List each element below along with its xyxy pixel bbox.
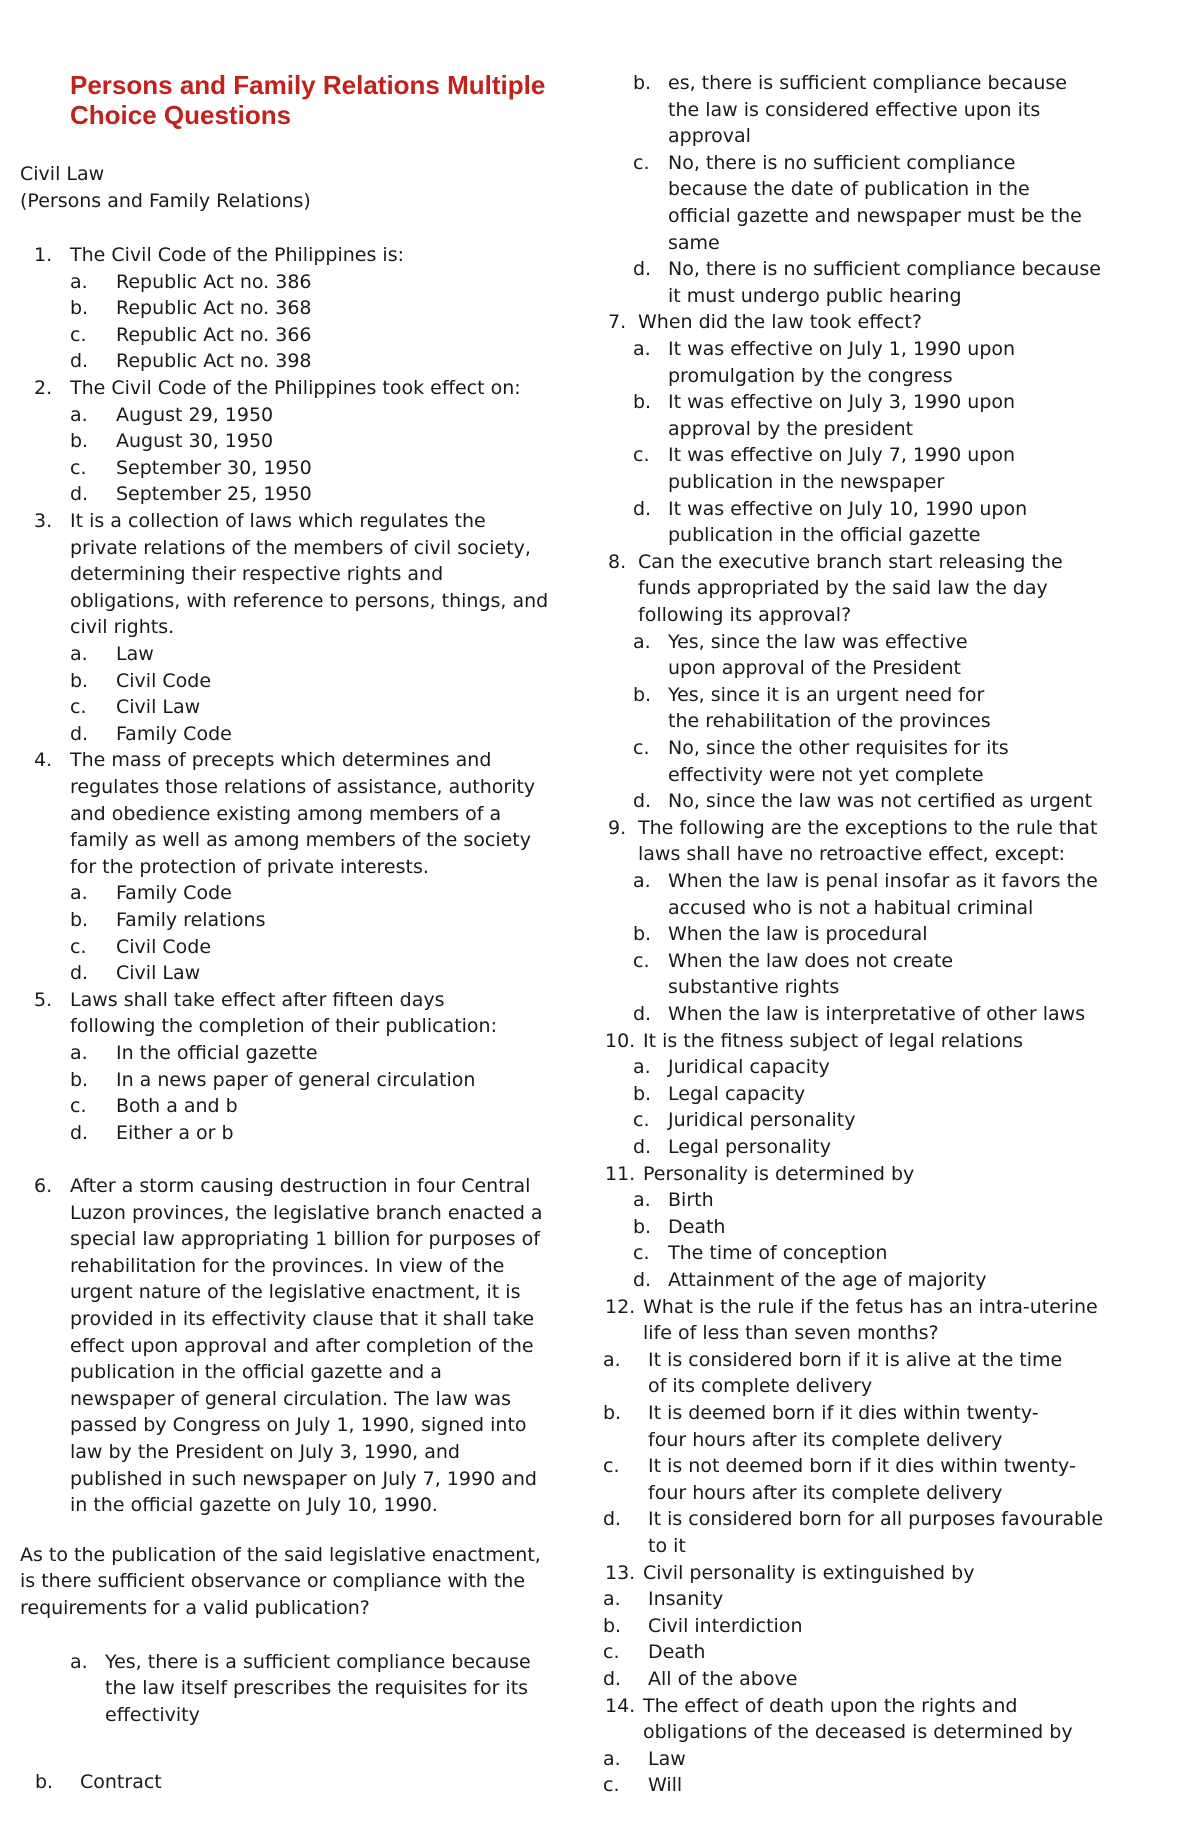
option-letter: c.	[633, 737, 650, 759]
option-letter: a.	[633, 1189, 651, 1212]
option-text: approval by the president	[668, 417, 914, 440]
option-text: No, since the law was not certified as urgent	[668, 790, 1093, 813]
option-text: It is considered born for all purposes favourable	[648, 1508, 1104, 1531]
option-letter: b.	[70, 909, 89, 931]
option-letter: c.	[70, 935, 87, 958]
option-text: accused who is not a habitual criminal	[668, 896, 1034, 919]
option-text: the law is considered effective upon its	[668, 98, 1041, 121]
option-letter: a.	[70, 403, 88, 426]
question-text: funds appropriated by the said law the day	[638, 577, 1048, 600]
option-letter: b.	[633, 72, 652, 94]
question-text: rehabilitation for the provinces. In view of the	[70, 1254, 505, 1277]
option-letter: a.	[633, 630, 651, 653]
option-text: upon approval of the President	[668, 657, 961, 680]
option-text: effectivity were not yet complete	[668, 763, 984, 786]
question-text: passed by Congress on July 1, 1990, signed into	[70, 1414, 527, 1437]
question-text: and obedience existing among members of a	[70, 802, 502, 825]
option-text: effectivity	[105, 1703, 200, 1726]
option-text: September 30, 1950	[116, 456, 312, 479]
question-text: obligations, with reference to persons, things, and	[70, 589, 549, 612]
option-text: The time of conception	[668, 1242, 888, 1265]
option-letter: b.	[603, 1402, 622, 1424]
question-text: The effect of death upon the rights and	[643, 1694, 1018, 1717]
option-letter: c.	[633, 1242, 650, 1265]
option-text: promulgation by the congress	[668, 364, 953, 387]
question-text: provided in its effectivity clause that it shall take	[70, 1308, 535, 1330]
option-text: Legal capacity	[668, 1082, 806, 1105]
question-number: 10.	[605, 1029, 636, 1052]
question-text: life of less than seven months?	[643, 1322, 939, 1345]
option-text: Yes, since it is an urgent need for	[668, 683, 985, 706]
option-letter: b.	[633, 923, 652, 946]
question-number: 3.	[34, 510, 53, 532]
option-letter: c.	[633, 444, 650, 467]
question-text: private relations of the members of civil society,	[70, 536, 531, 559]
option-text: Juridical capacity	[668, 1056, 830, 1079]
option-text: It was effective on July 10, 1990 upon	[668, 497, 1028, 520]
option-text: When the law is penal insofar as it favors the	[668, 870, 1098, 892]
option-letter: d.	[633, 1136, 652, 1158]
option-letter: a.	[70, 643, 88, 665]
option-text: Contract	[80, 1771, 162, 1793]
question-text: Civil personality is extinguished by	[643, 1561, 975, 1584]
question-text: regulates those relations of assistance, authority	[70, 776, 536, 798]
option-text: Family Code	[116, 722, 232, 745]
option-text: August 30, 1950	[116, 430, 274, 453]
question-number: 13.	[605, 1561, 636, 1584]
option-text: When the law is procedural	[668, 923, 928, 946]
option-letter: c.	[70, 1095, 87, 1118]
option-letter: b.	[633, 1215, 652, 1238]
question-text: It is the fitness subject of legal relations	[643, 1029, 1024, 1052]
option-text: In a news paper of general circulation	[116, 1068, 476, 1091]
question-number: 2.	[34, 377, 53, 399]
option-letter: d.	[633, 497, 652, 520]
question-number: 7.	[608, 311, 627, 334]
option-text: Civil Code	[116, 935, 212, 958]
question-text: publication in the official gazette and a	[70, 1361, 442, 1384]
option-text: Republic Act no. 398	[116, 350, 312, 373]
question-text: published in such newspaper on July 7, 1990 and	[70, 1467, 537, 1490]
option-letter: b.	[70, 430, 89, 453]
option-text: Civil Law	[116, 696, 201, 719]
option-letter: a.	[633, 338, 651, 360]
option-text: September 25, 1950	[116, 483, 312, 506]
question-text: civil rights.	[70, 616, 175, 639]
option-text: same	[668, 231, 720, 254]
option-letter: c.	[70, 456, 87, 479]
option-letter: d.	[603, 1508, 622, 1531]
option-letter: b.	[70, 1068, 89, 1091]
option-text: It was effective on July 3, 1990 upon	[668, 391, 1016, 414]
option-text: Birth	[668, 1189, 714, 1212]
option-letter: c.	[603, 1641, 620, 1664]
question-number: 1.	[34, 244, 53, 266]
question-number: 11.	[605, 1162, 636, 1185]
question-text: following its approval?	[638, 604, 852, 626]
option-text: approval	[668, 125, 751, 148]
question-text: effect upon approval and after completion of the	[70, 1334, 534, 1357]
option-letter: b.	[35, 1771, 54, 1793]
option-letter: a.	[70, 882, 88, 905]
option-text: substantive rights	[668, 976, 840, 999]
option-letter: c.	[603, 1455, 620, 1478]
option-letter: b.	[603, 1614, 622, 1637]
question-text: laws shall have no retroactive effect, except:	[638, 843, 1066, 866]
option-letter: d.	[633, 1003, 652, 1025]
question-text: for the protection of private interests.	[70, 855, 429, 878]
option-text: It is considered born if it is alive at the time	[648, 1348, 1063, 1371]
option-letter: d.	[70, 1121, 89, 1144]
question-text: The following are the exceptions to the rule that	[638, 816, 1098, 839]
option-letter: d.	[70, 962, 89, 985]
question-text: Luzon provinces, the legislative branch enacted a	[70, 1201, 543, 1224]
question-text: law by the President on July 3, 1990, and	[70, 1441, 460, 1463]
option-text: of its complete delivery	[648, 1375, 873, 1398]
option-text: publication in the official gazette	[668, 524, 981, 547]
question-text: The Civil Code of the Philippines is:	[70, 244, 405, 266]
option-text: four hours after its complete delivery	[648, 1481, 1003, 1504]
option-letter: a.	[603, 1588, 621, 1611]
option-text: publication in the newspaper	[668, 471, 945, 493]
followup-text: requirements for a valid publication?	[20, 1597, 370, 1619]
option-text: Republic Act no. 368	[116, 297, 312, 320]
followup-text: is there sufficient observance or compliance with the	[20, 1570, 526, 1593]
option-text: In the official gazette	[116, 1042, 318, 1064]
subject-label: Civil Law	[20, 163, 105, 185]
option-text: Law	[648, 1747, 686, 1770]
option-letter: c.	[70, 323, 87, 346]
option-letter: c.	[633, 1109, 650, 1132]
option-letter: d.	[633, 1269, 652, 1291]
option-text: Civil interdiction	[648, 1614, 803, 1637]
option-text: Death	[648, 1641, 706, 1664]
option-letter: d.	[70, 483, 89, 506]
question-text: Can the executive branch start releasing the	[638, 550, 1063, 573]
option-letter: b.	[633, 391, 652, 414]
question-text: When did the law took effect?	[638, 311, 922, 334]
option-letter: c.	[633, 949, 650, 972]
question-number: 12.	[605, 1295, 636, 1318]
option-text: Law	[116, 643, 154, 665]
option-letter: a.	[70, 1042, 88, 1064]
option-text: It was effective on July 1, 1990 upon	[668, 338, 1016, 360]
option-text: When the law does not create	[668, 949, 954, 972]
option-letter: a.	[603, 1348, 621, 1371]
option-letter: a.	[70, 270, 88, 293]
option-text: Both a and b	[116, 1095, 238, 1118]
option-text: Yes, since the law was effective	[668, 630, 968, 653]
option-letter: b.	[70, 297, 89, 320]
option-text: Civil Code	[116, 669, 212, 692]
option-text: Attainment of the age of majority	[668, 1269, 987, 1291]
option-letter: c.	[633, 151, 650, 174]
option-text: four hours after its complete delivery	[648, 1428, 1003, 1451]
option-text: August 29, 1950	[116, 403, 274, 426]
option-letter: d.	[603, 1668, 622, 1690]
option-text: it must undergo public hearing	[668, 284, 962, 307]
question-text: determining their respective rights and	[70, 563, 444, 586]
question-text: The Civil Code of the Philippines took effect on:	[70, 377, 521, 399]
option-text: Republic Act no. 386	[116, 270, 312, 293]
option-text: to it	[648, 1535, 686, 1557]
option-text: Yes, there is a sufficient compliance because	[105, 1650, 531, 1673]
question-text: following the completion of their publication:	[70, 1015, 497, 1038]
question-text: The mass of precepts which determines and	[70, 749, 492, 772]
followup-text: As to the publication of the said legislative enactment,	[20, 1543, 541, 1566]
option-text: the rehabilitation of the provinces	[668, 710, 991, 733]
question-text: It is a collection of laws which regulates the	[70, 510, 486, 532]
option-letter: b.	[70, 669, 89, 692]
option-letter: c.	[70, 696, 87, 719]
question-number: 4.	[34, 749, 53, 772]
subtitle-label: (Persons and Family Relations)	[20, 190, 311, 212]
title-line-2: Choice Questions	[70, 100, 292, 130]
question-text: Laws shall take effect after fifteen days	[70, 988, 445, 1011]
title-line-1: Persons and Family Relations Multiple	[70, 70, 546, 100]
option-text: official gazette and newspaper must be the	[668, 205, 1082, 227]
question-text: newspaper of general circulation. The law was	[70, 1387, 512, 1410]
option-text: No, there is no sufficient compliance because	[668, 258, 1101, 281]
option-letter: a.	[633, 870, 651, 892]
option-letter: a.	[70, 1650, 88, 1673]
question-text: urgent nature of the legislative enactment, it is	[70, 1281, 521, 1304]
option-letter: d.	[633, 258, 652, 281]
option-text: Family Code	[116, 882, 232, 905]
option-text: It is deemed born if it dies within twenty-	[648, 1402, 1039, 1424]
option-text: Death	[668, 1215, 726, 1238]
document-title	[70, 70, 590, 130]
question-text: in the official gazette on July 10, 1990.	[70, 1494, 438, 1517]
option-text: Civil Law	[116, 962, 201, 985]
option-text: Republic Act no. 366	[116, 323, 312, 346]
question-text: special law appropriating 1 billion for purposes of	[70, 1228, 540, 1251]
option-text: Legal personality	[668, 1136, 831, 1158]
question-text: What is the rule if the fetus has an intra-uterine	[643, 1295, 1098, 1318]
option-text: When the law is interpretative of other laws	[668, 1003, 1086, 1025]
option-text: It was effective on July 7, 1990 upon	[668, 444, 1016, 467]
option-text: because the date of publication in the	[668, 178, 1030, 201]
option-text: No, there is no sufficient compliance	[668, 151, 1016, 174]
question-number: 9.	[608, 816, 627, 839]
option-text: the law itself prescribes the requisites for its	[105, 1677, 529, 1700]
question-number: 14.	[605, 1694, 636, 1717]
option-text: No, since the other requisites for its	[668, 737, 1009, 759]
option-letter: d.	[70, 350, 89, 373]
question-text: obligations of the deceased is determined by	[643, 1721, 1073, 1744]
option-letter: a.	[633, 1056, 651, 1079]
option-letter: c.	[603, 1774, 620, 1797]
option-letter: b.	[633, 1082, 652, 1105]
option-letter: b.	[633, 683, 652, 706]
option-text: All of the above	[648, 1668, 798, 1690]
option-text: Family relations	[116, 909, 266, 931]
question-text: Personality is determined by	[643, 1162, 915, 1185]
question-text: After a storm causing destruction in four Central	[70, 1175, 531, 1197]
option-letter: a.	[603, 1747, 621, 1770]
option-text: es, there is sufficient compliance because	[668, 72, 1067, 94]
option-text: Either a or b	[116, 1121, 234, 1144]
question-number: 5.	[34, 988, 53, 1011]
option-text: Juridical personality	[668, 1109, 856, 1132]
option-text: Insanity	[648, 1588, 724, 1611]
question-number: 6.	[34, 1175, 53, 1197]
option-letter: d.	[633, 790, 652, 813]
question-number: 8.	[608, 550, 627, 573]
option-letter: d.	[70, 722, 89, 745]
option-text: It is not deemed born if it dies within twenty-	[648, 1455, 1076, 1478]
option-text: Will	[648, 1774, 683, 1797]
question-text: family as well as among members of the society	[70, 829, 532, 852]
